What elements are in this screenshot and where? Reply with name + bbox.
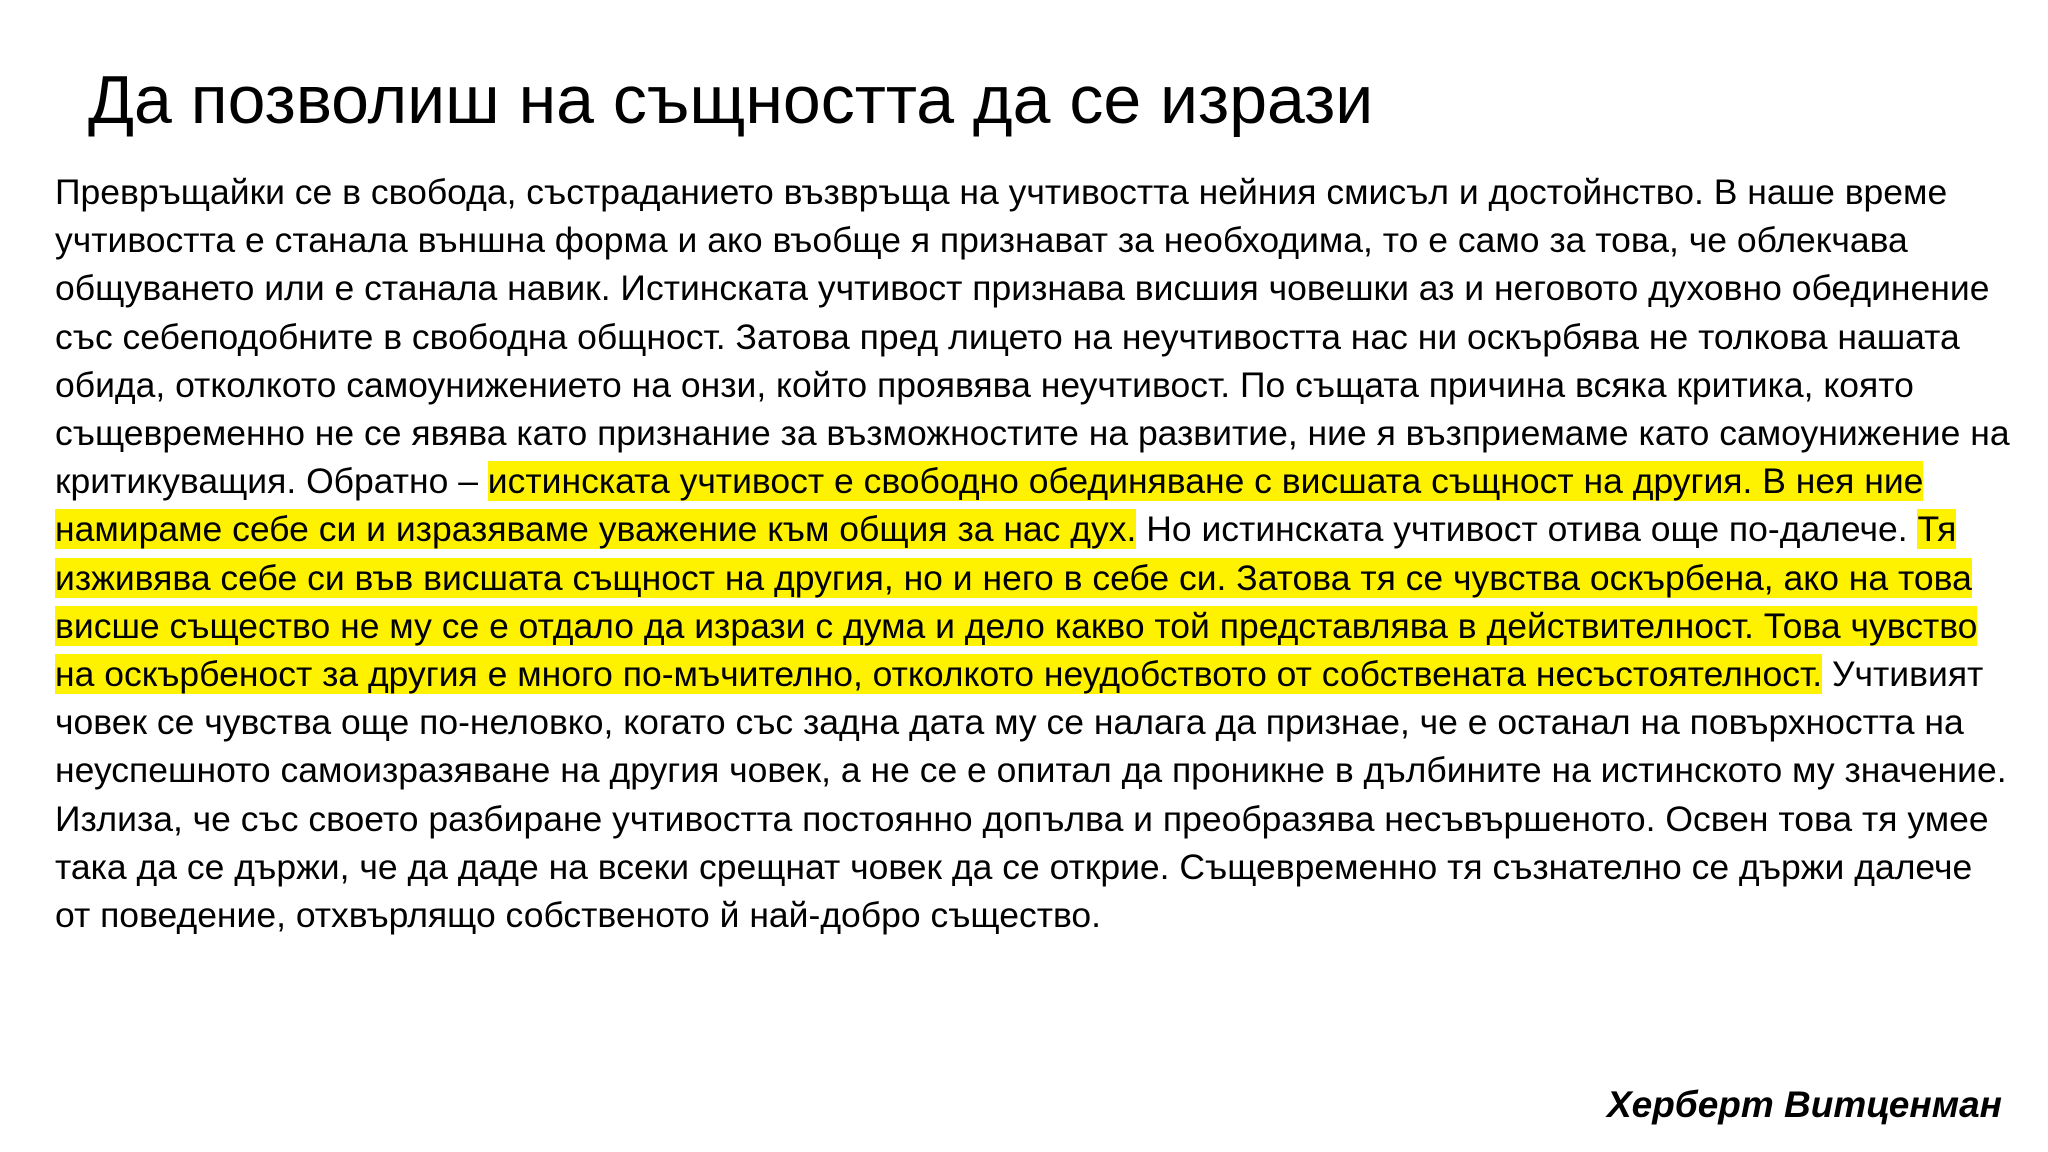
text-segment: Но истинската учтивост отива още по-далече.	[1136, 509, 1918, 550]
text-segment: Учтивият човек се чувства още по-неловко, когато със задна дата му се налага да признае, че е останал на повърхността на неуспешното самоизразяване на другия човек, а не се е опитал да проникне в дълбините на истинското му значение. Излиза, че със своето разбиране учтивостта постоянно допълва и преобразява несъвършеното. Освен това тя умее така да се държи, че да даде на всеки срещнат човек да се открие. Същевременно тя съзнателно се държи далече от поведение, отхвърлящо собственото й най-добро същество.	[55, 654, 2007, 936]
slide-title: Да позволиш на същността да се изрази	[88, 62, 1374, 138]
highlighted-text-segment: Тя изживява себе си във висшата същност на другия, но и него в себе си. Затова тя се чувства оскърбена, ако на това висше същество не му се е отдало да изрази с дума и дело какво той представлява в действителност. Това чувство на оскърбеност за другия е много по-мъчително, отколкото неудобството от собствената несъстоятелност.	[55, 509, 1978, 695]
body-paragraph	[55, 168, 2010, 939]
text-segment: Превръщайки се в свобода, състраданието възвръща на учтивостта нейния смисъл и достойнство. В наше време учтивостта е станала външна форма и ако въобще я признават за необходима, то е само за това, че облекчава общуването или е станала навик. Истинската учтивост признава висшия човешки аз и неговото духовно обединение със себеподобните в свободна общност. Затова пред лицето на неучтивостта нас ни оскърбява не толкова нашата обида, отколкото самоунижението на онзи, който проявява неучтивост. По същата причина всяка критика, която същевременно не се явява като признание за възможностите на развитие, ние я възприемаме като самоунижение на критикуващия. Обратно –	[55, 172, 2010, 502]
highlighted-text-segment: истинската учтивост е свободно обединяване с висшата същност на другия. В нея ние намираме себе си и изразяваме уважение към общия за нас дух.	[55, 461, 1924, 550]
author-signature: Херберт Витценман	[1606, 1084, 2002, 1125]
